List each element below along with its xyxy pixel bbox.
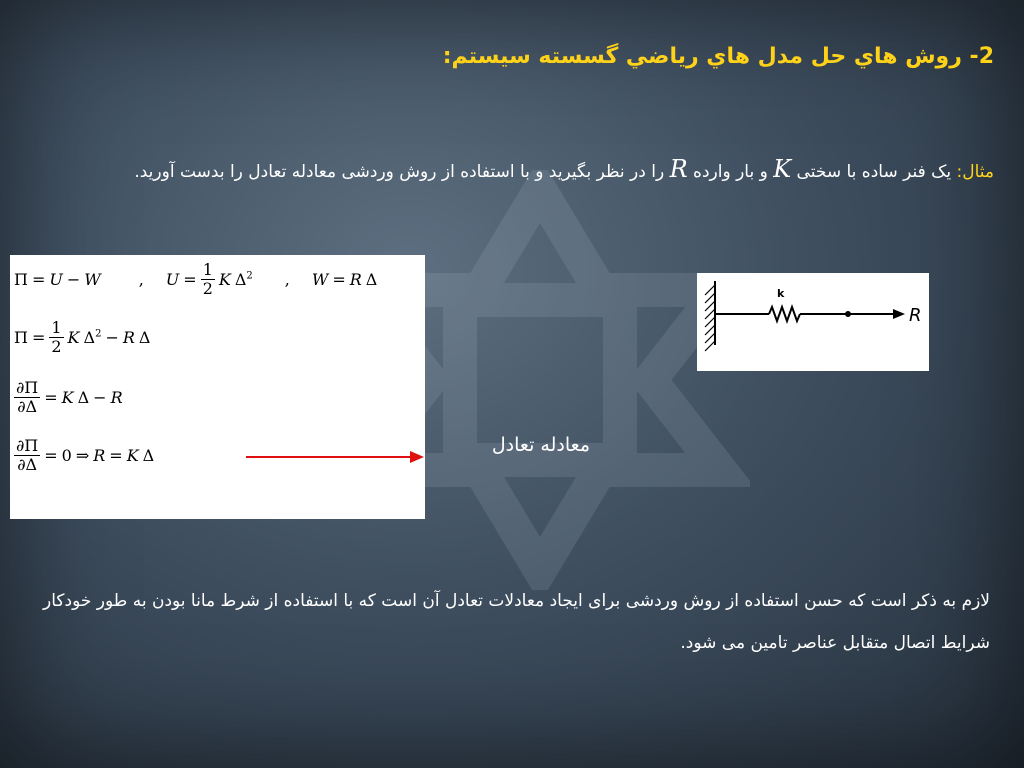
eq-symbol: W [311,270,329,289]
eq-symbol: − [66,270,81,289]
eq-symbol: = [44,388,58,407]
eq-symbol: − [93,388,107,407]
eq-symbol: 0 [61,446,72,465]
eq-symbol: = [183,270,197,289]
note-paragraph: لازم به ذکر است که حسن استفاده از روش وردشی برای ایجاد معادلات تعادل آن است که با استفاده از شرط مانا بودن به طور خودکار شرایط اتصال متقابل عناصر تامین می شود. [43,591,990,653]
eq-symbol: $\Delta^2$ [83,328,102,347]
example-text-part3: را در نظر بگیرید و با استفاده از روش وردشی معادله تعادل را بدست آورید. [134,162,670,182]
eq-symbol: = [109,446,123,465]
equilibrium-equation-label: معادله تعادل [491,434,590,456]
eq-symbol: U [49,270,63,289]
eq-symbol: ⇒ [75,446,90,465]
right-arrow-icon [246,447,426,467]
eq-symbol: = [31,328,46,347]
load-r-label: R [909,305,922,326]
example-text-part1: یک فنر ساده با سختی [791,162,957,182]
eq-symbol: Π [14,328,28,347]
eq-symbol: Δ [365,270,378,289]
eq-symbol: Δ [77,388,90,407]
equation-line-3 [14,379,123,416]
equations-box [10,255,425,519]
eq-symbol: Π [14,270,28,289]
eq-symbol: K [61,388,74,407]
eq-symbol: , [284,270,290,289]
eq-symbol: = [31,270,46,289]
partial-derivative-fraction: $\frac{\partial\Pi}{\partial\Delta}$ [16,436,39,474]
eq-symbol: R [122,328,135,347]
eq-symbol: R [110,388,123,407]
slide-title: 2- روش هاي حل مدل هاي رياضي گسسته سيستم: [442,44,994,69]
equation-line-1 [14,261,422,298]
eq-symbol: U [165,270,180,289]
eq-symbol: − [105,328,119,347]
eq-symbol: = [44,446,58,465]
stiffness-variable: K [773,155,792,183]
eq-symbol: Δ [142,446,155,465]
eq-symbol: Δ [138,328,151,347]
spring-figure-icon [697,273,929,371]
equation-line-2 [14,319,150,356]
eq-symbol: R [349,270,362,289]
example-text-part2: و بار وارده [687,162,774,182]
fraction-half: $\frac{1}{2}$ [51,318,62,356]
load-variable: R [669,155,688,183]
example-paragraph [14,148,994,193]
spring-k-label: k [777,287,785,300]
eq-symbol: K [67,328,80,347]
eq-symbol: W [84,270,101,289]
eq-symbol: R [93,446,106,465]
eq-symbol: K [218,270,231,289]
equation-line-4 [14,437,154,474]
spring-diagram [697,273,929,371]
fraction-half: $\frac{1}{2}$ [202,260,213,298]
eq-symbol: K [126,446,139,465]
eq-symbol: $\Delta^2$ [234,270,253,289]
eq-symbol: , [138,270,144,289]
example-label: مثال: [956,162,994,182]
eq-symbol: = [332,270,346,289]
partial-derivative-fraction: $\frac{\partial\Pi}{\partial\Delta}$ [16,378,39,416]
